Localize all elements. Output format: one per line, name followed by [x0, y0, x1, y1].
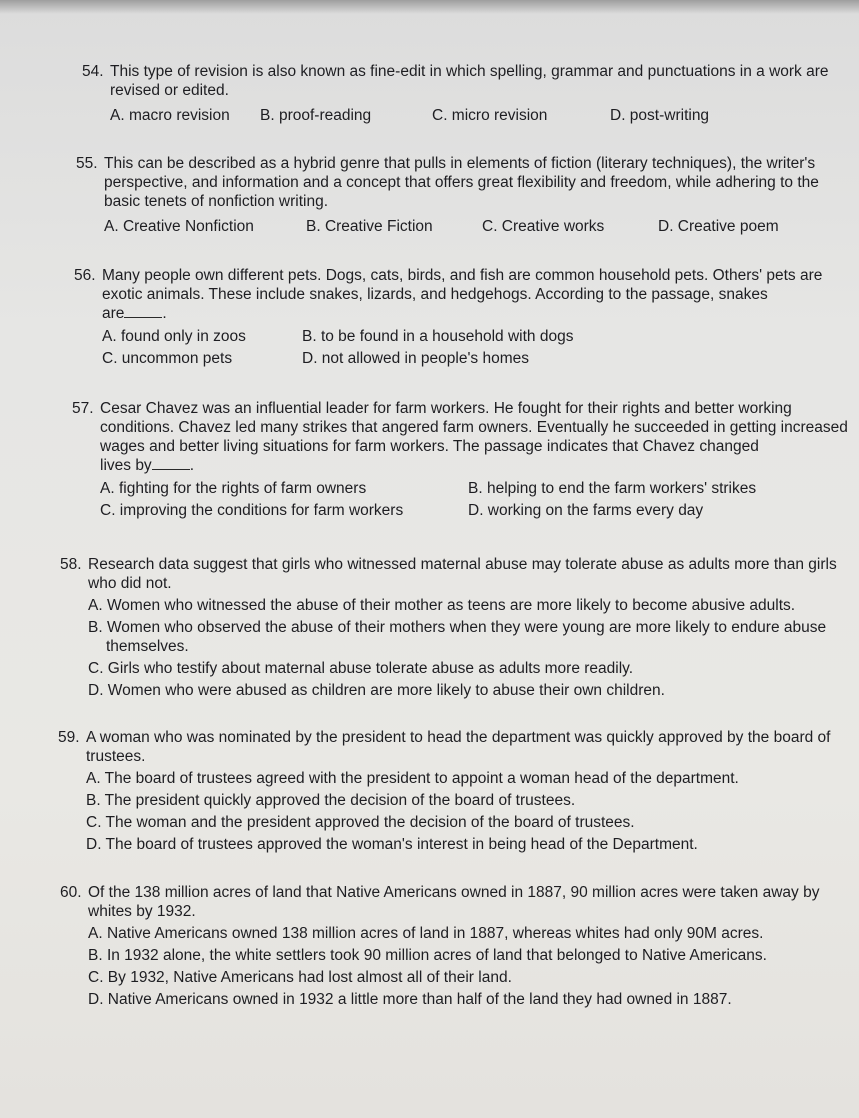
question-58 [60, 555, 850, 700]
question-stem: This can be described as a hybrid genre that pulls in elements of fiction (literary techniques), the writer's perspective, and information and a concept that offers great flexibility and freedom, while adhering to the basic tenets of nonfiction writing. [104, 155, 819, 210]
option-b[interactable]: B. Women who observed the abuse of their mothers when they were young are more likely to endure abuse themselves. [88, 619, 827, 655]
option-d[interactable]: D. not allowed in people's homes [302, 350, 529, 367]
option-a[interactable]: A. Creative Nonfiction [104, 218, 254, 235]
option-c[interactable]: C. improving the conditions for farm workers [100, 502, 404, 519]
option-c[interactable]: C. The woman and the president approved the decision of the board of trustees. [86, 814, 635, 831]
option-c[interactable]: C. uncommon pets [102, 350, 233, 367]
question-number: 57. [72, 400, 94, 417]
question-stem: Research data suggest that girls who witnessed maternal abuse may tolerate abuse as adults more than girls who did not. [88, 556, 837, 592]
question-stem-end: are [102, 305, 125, 322]
option-b[interactable]: B. to be found in a household with dogs [302, 328, 574, 345]
option-a[interactable]: A. macro revision [110, 107, 230, 124]
option-a[interactable]: A. Native Americans owned 138 million acres of land in 1887, whereas whites had only 90M acres. [88, 925, 764, 942]
option-d[interactable]: D. The board of trustees approved the woman's interest in being head of the Department. [86, 836, 698, 853]
question-stem-tail: . [162, 305, 167, 322]
question-55 [76, 154, 850, 236]
question-stem: A woman who was nominated by the president to head the department was quickly approved by the board of trustees. [86, 729, 831, 765]
option-a[interactable]: A. The board of trustees agreed with the president to appoint a woman head of the department. [86, 770, 739, 787]
option-d[interactable]: D. post-writing [610, 107, 710, 124]
question-59 [58, 728, 850, 854]
question-60 [60, 883, 850, 1009]
option-a[interactable]: A. Women who witnessed the abuse of their mother as teens are more likely to become abusive adults. [88, 597, 796, 614]
page-edge-shadow [0, 0, 859, 14]
option-d[interactable]: D. working on the farms every day [468, 502, 704, 519]
question-stem: Cesar Chavez was an influential leader for farm workers. He fought for their rights and better working conditions. Chavez led many strikes that angered farm owners. Eventually he succeeded in getting increased wages and better living situations for farm workers. The passage indicates that Chavez changed [100, 400, 848, 455]
option-c[interactable]: C. Creative works [482, 218, 605, 235]
option-b[interactable]: B. Creative Fiction [306, 218, 433, 235]
option-b[interactable]: B. The president quickly approved the decision of the board of trustees. [86, 792, 576, 809]
option-a[interactable]: A. found only in zoos [102, 328, 246, 345]
question-number: 58. [60, 556, 82, 573]
question-number: 55. [76, 155, 98, 172]
option-b[interactable]: B. helping to end the farm workers' strikes [468, 480, 757, 497]
option-d[interactable]: D. Native Americans owned in 1932 a little more than half of the land they had owned in 1887. [88, 991, 732, 1008]
question-stem-tail: . [189, 457, 194, 474]
question-54 [82, 62, 852, 125]
option-c[interactable]: C. Girls who testify about maternal abuse tolerate abuse as adults more readily. [88, 660, 634, 677]
option-b[interactable]: B. In 1932 alone, the white settlers took 90 million acres of land that belonged to Native Americans. [88, 947, 767, 964]
question-stem: Of the 138 million acres of land that Native Americans owned in 1887, 90 million acres were taken away by whites by 1932. [88, 884, 820, 920]
question-stem-end: lives by [100, 457, 152, 474]
question-stem: Many people own different pets. Dogs, cats, birds, and fish are common household pets. Others' pets are exotic animals. These include snakes, lizards, and hedgehogs. According to the passage, snakes [102, 267, 823, 303]
question-number: 56. [74, 267, 96, 284]
option-c[interactable]: C. By 1932, Native Americans had lost almost all of their land. [88, 969, 512, 986]
option-b[interactable]: B. proof-reading [260, 107, 372, 124]
question-number: 59. [58, 729, 80, 746]
question-stem: This type of revision is also known as fine-edit in which spelling, grammar and punctuations in a work are revised or edited. [110, 63, 829, 99]
option-a[interactable]: A. fighting for the rights of farm owners [100, 480, 367, 497]
question-57 [72, 399, 850, 520]
option-c[interactable]: C. micro revision [432, 107, 548, 124]
option-d[interactable]: D. Women who were abused as children are more likely to abuse their own children. [88, 682, 665, 699]
option-d[interactable]: D. Creative poem [658, 218, 779, 235]
answer-blank[interactable] [124, 305, 162, 318]
answer-blank[interactable] [152, 457, 190, 470]
question-56 [74, 266, 850, 368]
question-number: 54. [82, 63, 104, 80]
question-number: 60. [60, 884, 82, 901]
